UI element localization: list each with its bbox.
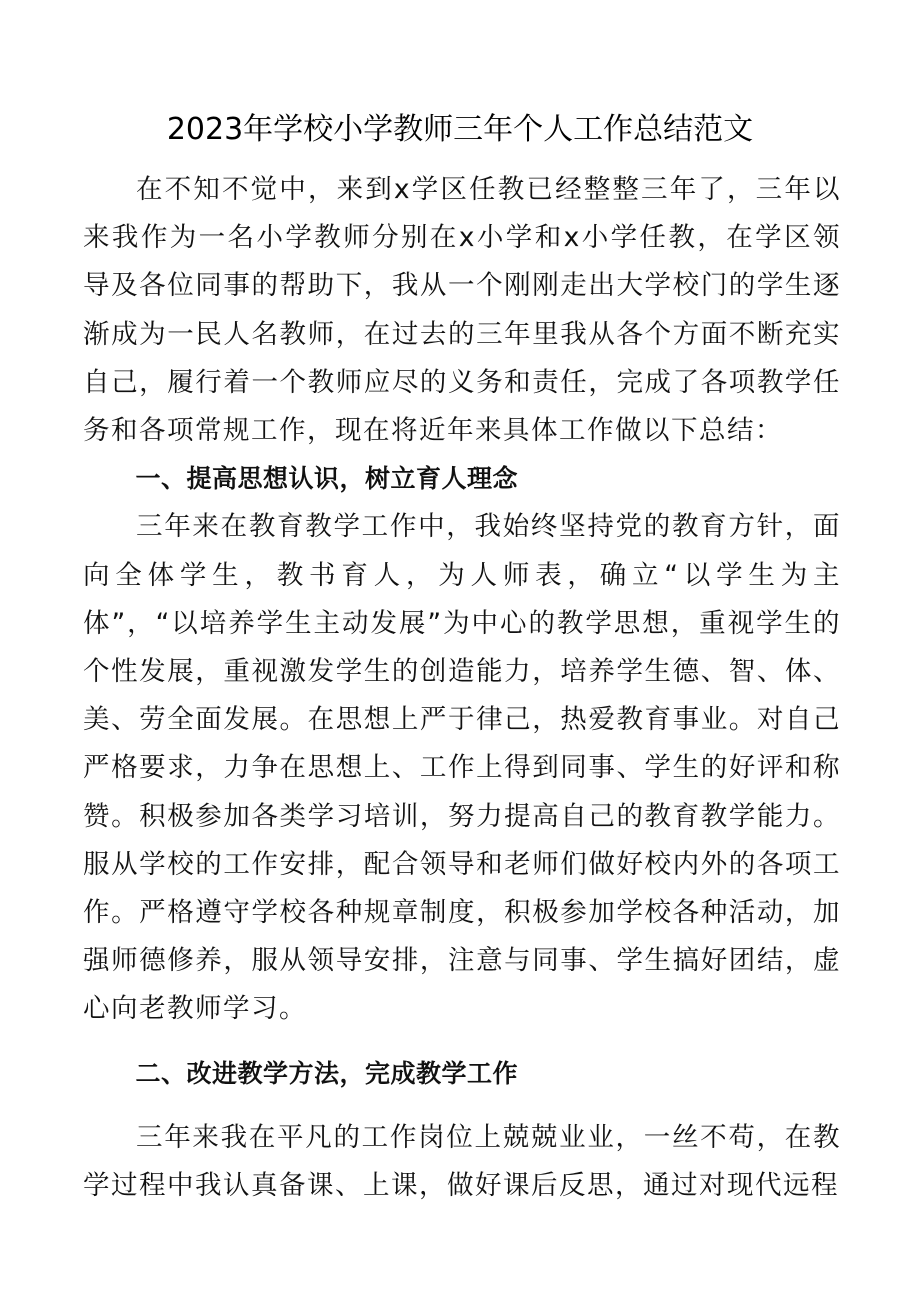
section-heading-2: 二、改进教学方法，完成教学工作 [135, 1058, 519, 1088]
intro-paragraph: 在不知不觉中，来到x学区任教已经整整三年了，三年以来我作为一名小学教师分别在x小学和x小学任教，在学区领导及各位同事的帮助下，我从一个刚刚走出大学校门的学生逐渐成为一民人名教师，在过去的三年里我从各个方面不断充实自己，履行着一个教师应尽的义务和责任，完成了各项教学任务和各项常规工作，现在将近年来具体工作做以下总结： [83, 174, 841, 447]
section-body-1: 三年来在教育教学工作中，我始终坚持党的教育方针，面向全体学生，教书育人，为人师表，确立“以学生为主体”，“以培养学生主动发展”为中心的教学思想，重视学生的个性发展，重视激发学生的创造能力，培养学生德、智、体、美、劳全面发展。在思想上严于律己，热爱教育事业。对自己严格要求，力争在思想上、工作上得到同事、学生的好评和称赞。积极参加各类学习培训，努力提高自己的教育教学能力。服从学校的工作安排，配合领导和老师们做好校内外的各项工作。严格遵守学校各种规章制度，积极参加学校各种活动，加强师德修养，服从领导安排，注意与同事、学生搞好团结，虚心向老教师学习。 [83, 511, 841, 1025]
section-body-2: 三年来我在平凡的工作岗位上兢兢业业，一丝不苟，在教学过程中我认真备课、上课，做好课后反思，通过对现代远程 [83, 1121, 841, 1202]
document-body [83, 166, 841, 1210]
document-title: 2023年学校小学教师三年个人工作总结范文 [166, 112, 754, 147]
section-heading-1: 一、提高思想认识，树立育人理念 [135, 464, 519, 494]
